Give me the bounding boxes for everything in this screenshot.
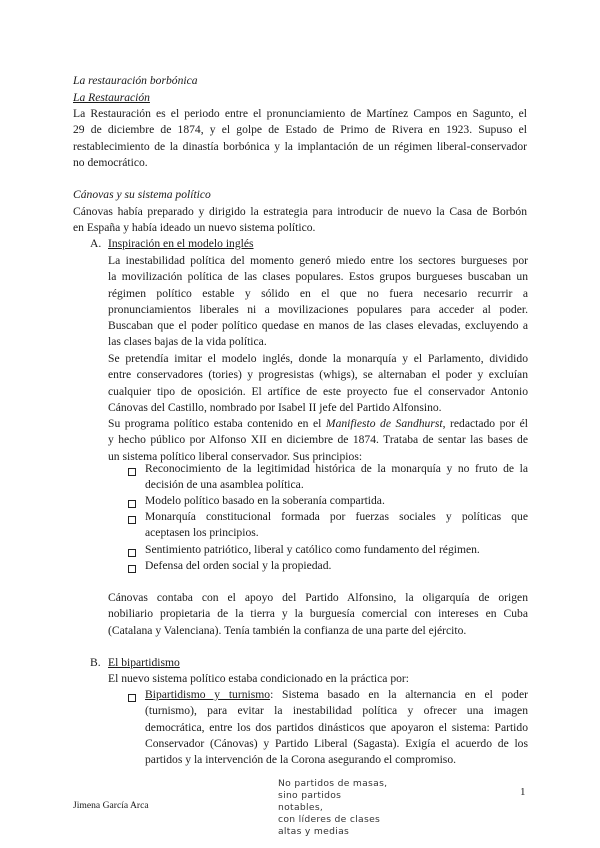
text-line: pronunciamientos liberales ni a movilizaciones populares para acceder al poder. — [108, 302, 528, 316]
text-line: Reconocimiento de la legitimidad histórica de la monarquía y no fruto de la — [145, 462, 528, 475]
text-line: y hecho público por Alfonso XII en diciembre de 1874. Trataba de sentar las bases de — [108, 433, 528, 447]
section-intro-paragraph — [73, 204, 527, 237]
list-item — [145, 558, 528, 574]
text-line: La Restauración es el periodo entre el pronunciamiento de Martínez Campos en Sagunto, el — [73, 107, 527, 120]
page-number: 1 — [520, 786, 526, 798]
text-line: las clases bajas de la vida política. — [108, 335, 267, 349]
footer-author: Jimena García Arca — [73, 800, 149, 811]
subheading-b: El bipartidismo — [108, 656, 180, 669]
text-run: , redactado por él — [442, 417, 528, 430]
text-line: partidos y la intervención de la Corona asegurando el compromiso. — [145, 753, 457, 767]
text-line: entre conservadores (tories) y progresistas (whigs), se alternaban el poder y excluían — [108, 368, 528, 382]
text-line: decisión de una asamblea política. — [145, 478, 304, 492]
text-run: Su programa político estaba contenido en el — [108, 417, 326, 430]
text-line: (Catalana y Valenciana). Tenía también la confianza de una parte del ejército. — [108, 623, 467, 637]
note-line: con líderes de clases — [278, 814, 381, 825]
list-marker-a: A. — [90, 237, 102, 250]
text-line: la movilización política de las clases populares. Estos grupos burgueses buscaban un — [108, 270, 528, 284]
text-line: aceptasen los principios. — [145, 526, 259, 540]
note-line: sino partidos notables, — [278, 790, 342, 813]
text-line: no democrático. — [73, 155, 148, 169]
text-line: 29 de diciembre de 1874, y el golpe de Estado de Primo de Rivera en 1923. Supuso el — [73, 123, 527, 137]
text-line: un sistema político liberal conservador. Sus principios: — [108, 449, 363, 463]
text-line: Buscaban que el poder político quedase en manos de las clases elevadas, excluyendo a — [108, 319, 528, 333]
list-item — [145, 687, 528, 768]
checkbox-bullet-icon — [128, 500, 136, 508]
text-line: Conservador (Cánovas) y Partido Liberal (Sagasta). Exigía el acuerdo de los — [145, 736, 528, 750]
paragraph-a2 — [108, 351, 528, 416]
intro-paragraph — [73, 106, 527, 171]
text-line: (turnismo), para evitar la inestabilidad política y ofrecer una imagen — [145, 704, 528, 718]
text-run: : Sistema basado en la alternancia en el poder — [270, 688, 528, 701]
paragraph-b-intro: El nuevo sistema político estaba condicionado en la práctica por: — [108, 672, 410, 685]
text-line: Defensa del orden social y la propiedad. — [145, 559, 332, 572]
text-line: en España y había ideado un nuevo sistema político. — [73, 221, 316, 235]
paragraph-a4 — [108, 590, 528, 639]
text-line: Cánovas contaba con el apoyo del Partido Alfonsino, la oligarquía de origen — [108, 591, 528, 604]
text-line: cualquier tipo de oposición. El artífice de este proyecto fue el conservador Antonio — [108, 384, 528, 398]
text-line: restablecimiento de la dinastía borbónica y la implantación de un régimen liberal-conservador — [73, 139, 527, 153]
subheading-a: Inspiración en el modelo inglés — [108, 237, 254, 250]
list-item — [145, 493, 528, 509]
checkbox-bullet-icon — [128, 694, 136, 702]
checkbox-bullet-icon — [128, 549, 136, 557]
note-line: altas y medias — [278, 826, 350, 837]
footer-side-note — [278, 778, 388, 838]
text-line — [145, 687, 528, 703]
document-title: La restauración borbónica — [73, 74, 198, 87]
text-line — [108, 416, 528, 432]
text-line: Cánovas del Castillo, nombrado por Isabel II jefe del Partido Alfonsino. — [108, 400, 442, 414]
text-line: Se pretendía imitar el modelo inglés, donde la monarquía y el Parlamento, dividido — [108, 352, 528, 365]
checkbox-bullet-icon — [128, 516, 136, 524]
text-line: nobiliario propietaria de la tierra y la burguesía comercial con intereses en Cuba — [108, 607, 528, 621]
list-marker-b: B. — [90, 656, 101, 669]
manifesto-title: Manifiesto de Sandhurst — [325, 417, 443, 430]
text-line: La inestabilidad política del momento generó miedo entre los sectores burgueses por — [108, 254, 528, 267]
note-line: No partidos de masas, — [278, 778, 388, 789]
paragraph-a1 — [108, 253, 528, 351]
section-heading-canovas: Cánovas y su sistema político — [73, 188, 211, 201]
paragraph-a3 — [108, 416, 528, 465]
bullet-label: Bipartidismo y turnismo — [145, 688, 271, 701]
list-item — [145, 461, 528, 494]
text-line: Cánovas había preparado y dirigido la estrategia para introducir de nuevo la Casa de Borbón — [73, 205, 527, 218]
checkbox-bullet-icon — [128, 468, 136, 476]
text-line: Sentimiento patriótico, liberal y católico como fundamento del régimen. — [145, 543, 480, 556]
text-line: Modelo político basado en la soberanía compartida. — [145, 494, 385, 507]
section-heading-restauracion: La Restauración — [73, 91, 150, 104]
list-item — [145, 542, 528, 558]
checkbox-bullet-icon — [128, 565, 136, 573]
text-line: régimen político estable y sólido en el que no fuera necesario recurrir a — [108, 286, 528, 300]
text-line: democrática, entre los dos partidos dinásticos que apoyaron el sistema: Partido — [145, 720, 528, 734]
list-item — [145, 509, 528, 542]
text-line: Monarquía constitucional formada por fuerzas sociales y políticas que — [145, 510, 528, 523]
